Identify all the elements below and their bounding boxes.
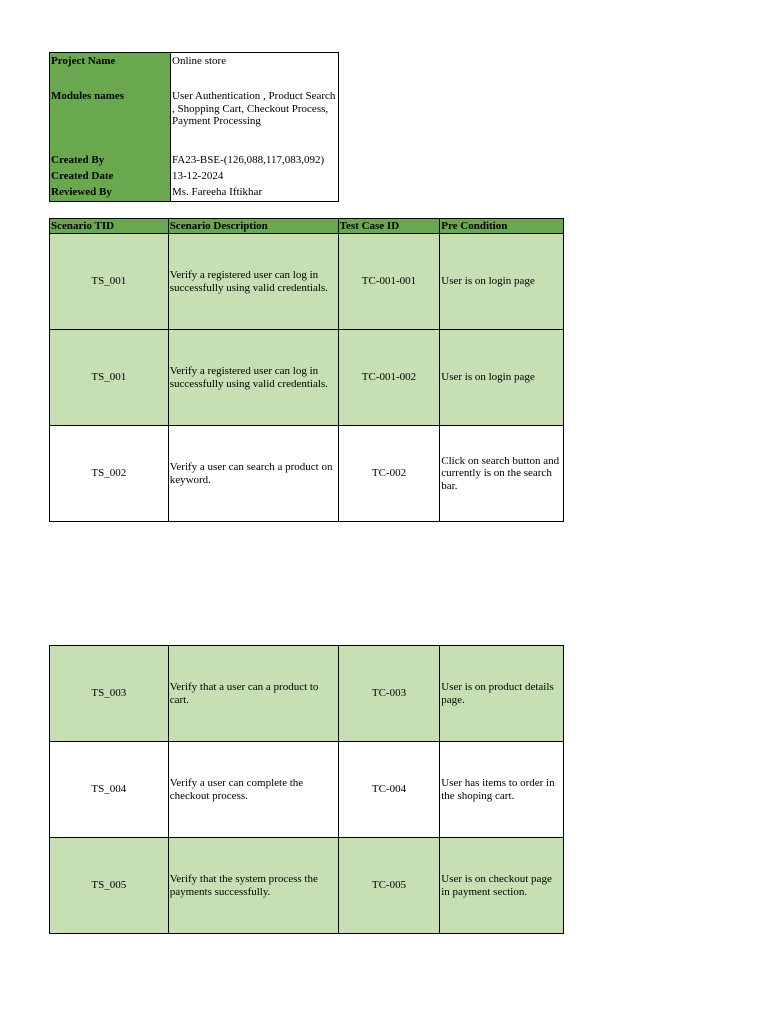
cell-scenario-description[interactable]: Verify a user can search a product on keyword. [168, 426, 338, 522]
cell-pre-condition[interactable]: User has items to order in the shoping cart. [440, 742, 564, 838]
test-case-table [49, 218, 564, 522]
info-label: Created By [50, 154, 171, 170]
cell-scenario-tid[interactable]: TS_004 [50, 742, 169, 838]
project-info-table [49, 52, 339, 202]
info-row-created-date [50, 170, 339, 186]
column-header-pre-condition[interactable]: Pre Condition [440, 219, 564, 234]
cell-test-case-id[interactable]: TC-001-002 [338, 330, 440, 426]
cell-scenario-description[interactable]: Verify a registered user can log in successfully using valid credentials. [168, 234, 338, 330]
cell-scenario-description[interactable]: Verify that the system process the payments successfully. [168, 838, 338, 934]
cell-scenario-tid[interactable]: TS_005 [50, 838, 169, 934]
info-value[interactable]: 13-12-2024 [171, 170, 339, 186]
column-header-scenario-description[interactable]: Scenario Description [168, 219, 338, 234]
cell-scenario-tid[interactable]: TS_001 [50, 330, 169, 426]
cell-test-case-id[interactable]: TC-004 [338, 742, 440, 838]
cell-scenario-tid[interactable]: TS_001 [50, 234, 169, 330]
cell-scenario-description[interactable]: Verify a registered user can log in successfully using valid credentials. [168, 330, 338, 426]
table-row [50, 838, 564, 934]
info-value[interactable]: FA23-BSE-(126,088,117,083,092) [171, 154, 339, 170]
cell-scenario-description[interactable]: Verify that a user can a product to cart. [168, 646, 338, 742]
info-label: Project Name [50, 53, 171, 82]
info-row-project-name [50, 53, 339, 82]
cell-scenario-tid[interactable]: TS_003 [50, 646, 169, 742]
cell-test-case-id[interactable]: TC-003 [338, 646, 440, 742]
table-header-row [50, 219, 564, 234]
column-header-scenario-tid[interactable]: Scenario TID [50, 219, 169, 234]
cell-pre-condition[interactable]: User is on login page [440, 234, 564, 330]
column-header-test-case-id[interactable]: Test Case ID [338, 219, 440, 234]
info-row-created-by [50, 154, 339, 170]
test-case-table-continued [49, 645, 564, 934]
cell-pre-condition[interactable]: User is on product details page. [440, 646, 564, 742]
info-label: Created Date [50, 170, 171, 186]
table-row [50, 742, 564, 838]
table-row [50, 646, 564, 742]
table-row [50, 234, 564, 330]
info-label: Modules names [50, 81, 171, 154]
info-row-modules [50, 81, 339, 154]
cell-pre-condition[interactable]: User is on checkout page in payment section. [440, 838, 564, 934]
table-row [50, 426, 564, 522]
cell-pre-condition[interactable]: User is on login page [440, 330, 564, 426]
info-label: Reviewed By [50, 186, 171, 202]
cell-scenario-description[interactable]: Verify a user can complete the checkout process. [168, 742, 338, 838]
info-value[interactable]: Online store [171, 53, 339, 82]
cell-test-case-id[interactable]: TC-005 [338, 838, 440, 934]
cell-scenario-tid[interactable]: TS_002 [50, 426, 169, 522]
cell-test-case-id[interactable]: TC-001-001 [338, 234, 440, 330]
cell-pre-condition[interactable]: Click on search button and currently is on the search bar. [440, 426, 564, 522]
info-value[interactable]: Ms. Fareeha Iftikhar [171, 186, 339, 202]
info-row-reviewed-by [50, 186, 339, 202]
info-value[interactable]: User Authentication , Product Search , Shopping Cart, Checkout Process, Payment Processing [171, 81, 339, 154]
table-row [50, 330, 564, 426]
cell-test-case-id[interactable]: TC-002 [338, 426, 440, 522]
